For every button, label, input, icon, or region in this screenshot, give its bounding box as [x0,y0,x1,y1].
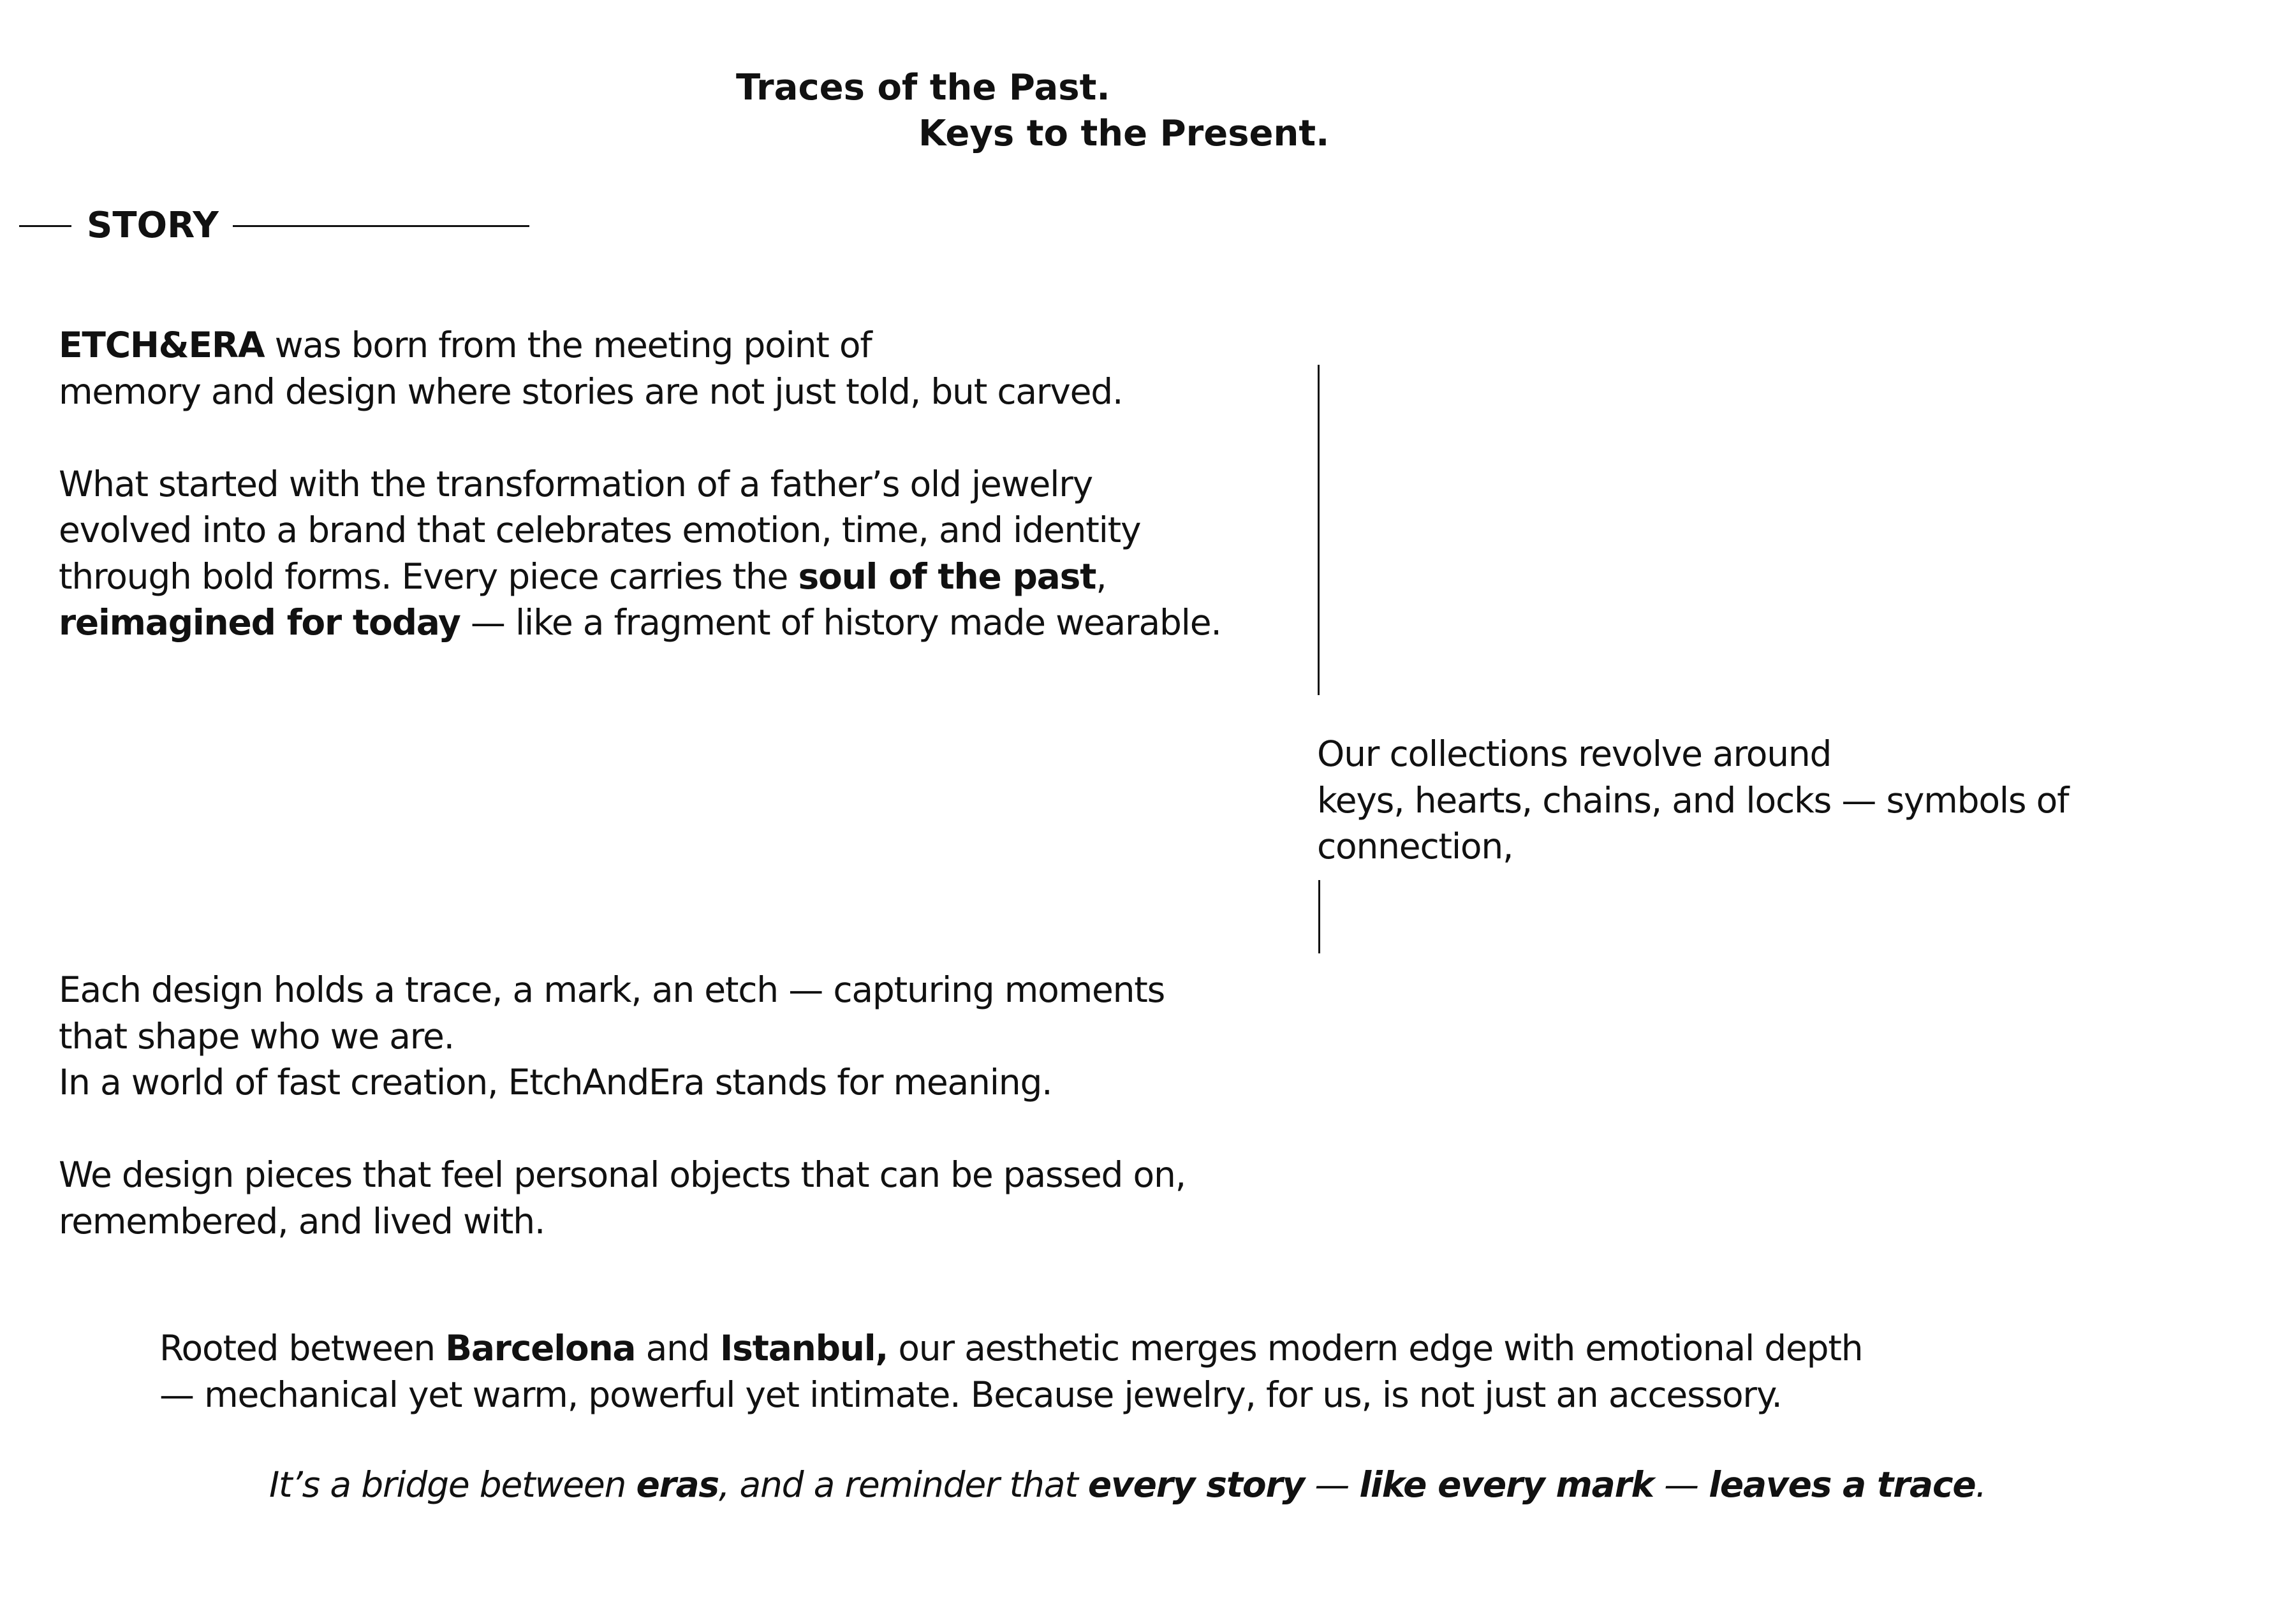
text-span: . [1975,1464,1986,1505]
text-line: What started with the transformation of a father’s old jewelry [59,463,1093,504]
emphasis: eras [636,1464,719,1505]
city-istanbul: Istanbul, [719,1328,888,1369]
text-line: — mechanical yet warm, powerful yet intimate. Because jewelry, for us, is not just an accessory. [159,1374,1782,1415]
closing-statement [269,1462,1986,1508]
text-span: — [1653,1464,1709,1505]
text-line [59,599,1221,646]
text-span: — [1304,1464,1360,1505]
text-line [159,1325,1862,1372]
text-line: connection, [1317,826,1513,867]
text-line: In a world of fast creation, EtchAndEra stands for meaning. [59,1062,1052,1103]
vertical-divider-short [1318,880,1320,953]
text-line: remembered, and lived with. [59,1200,545,1242]
text-line: Our collections revolve around [1317,733,1832,774]
vertical-divider [1318,365,1320,695]
story-paragraph-origin [59,322,1221,646]
story-paragraph-design [59,967,1186,1244]
text-span: our aesthetic merges modern edge with emotional depth [888,1328,1863,1369]
text-line: We design pieces that feel personal objects that can be passed on, [59,1154,1186,1195]
emphasis: every story [1087,1464,1305,1505]
text-line: keys, hearts, chains, and locks — symbols of [1317,779,2069,821]
text-line [59,554,1221,600]
text-span: — like a fragment of history made wearable. [460,602,1221,643]
emphasis: reimagined for today [59,602,460,643]
text-span: through bold forms. Every piece carries the [59,555,798,597]
text-line: that shape who we are. [59,1015,454,1057]
text-span: and [635,1328,720,1369]
section-heading-story [19,203,529,249]
text-span: It’s a bridge between [269,1464,637,1505]
text-line: evolved into a brand that celebrates emotion, time, and identity [59,510,1141,550]
text-span: Rooted between [159,1328,446,1369]
emphasis: soul of the past [798,555,1096,597]
emphasis: like every mark [1359,1464,1654,1505]
heading-rule-right [233,225,529,227]
city-barcelona: Barcelona [445,1328,636,1369]
section-label: STORY [87,205,219,246]
heading-rule-left [19,225,71,227]
brand-name: ETCH&ERA [59,325,265,365]
text-span: , [1096,555,1107,597]
tagline-line-1: Traces of the Past. [736,67,1110,108]
text-line: Each design holds a trace, a mark, an etch — capturing moments [59,969,1165,1010]
emphasis: leaves a trace [1709,1464,1976,1505]
text-span: , and a reminder that [718,1464,1088,1505]
text-line: memory and design where stories are not just told, but carved. [59,371,1123,412]
story-paragraph-collections [1317,731,2068,870]
text-line [59,322,1221,369]
tagline-line-2: Keys to the Present. [918,113,1330,154]
story-paragraph-roots [159,1325,1862,1418]
text-span: was born from the meeting point of [264,325,872,365]
